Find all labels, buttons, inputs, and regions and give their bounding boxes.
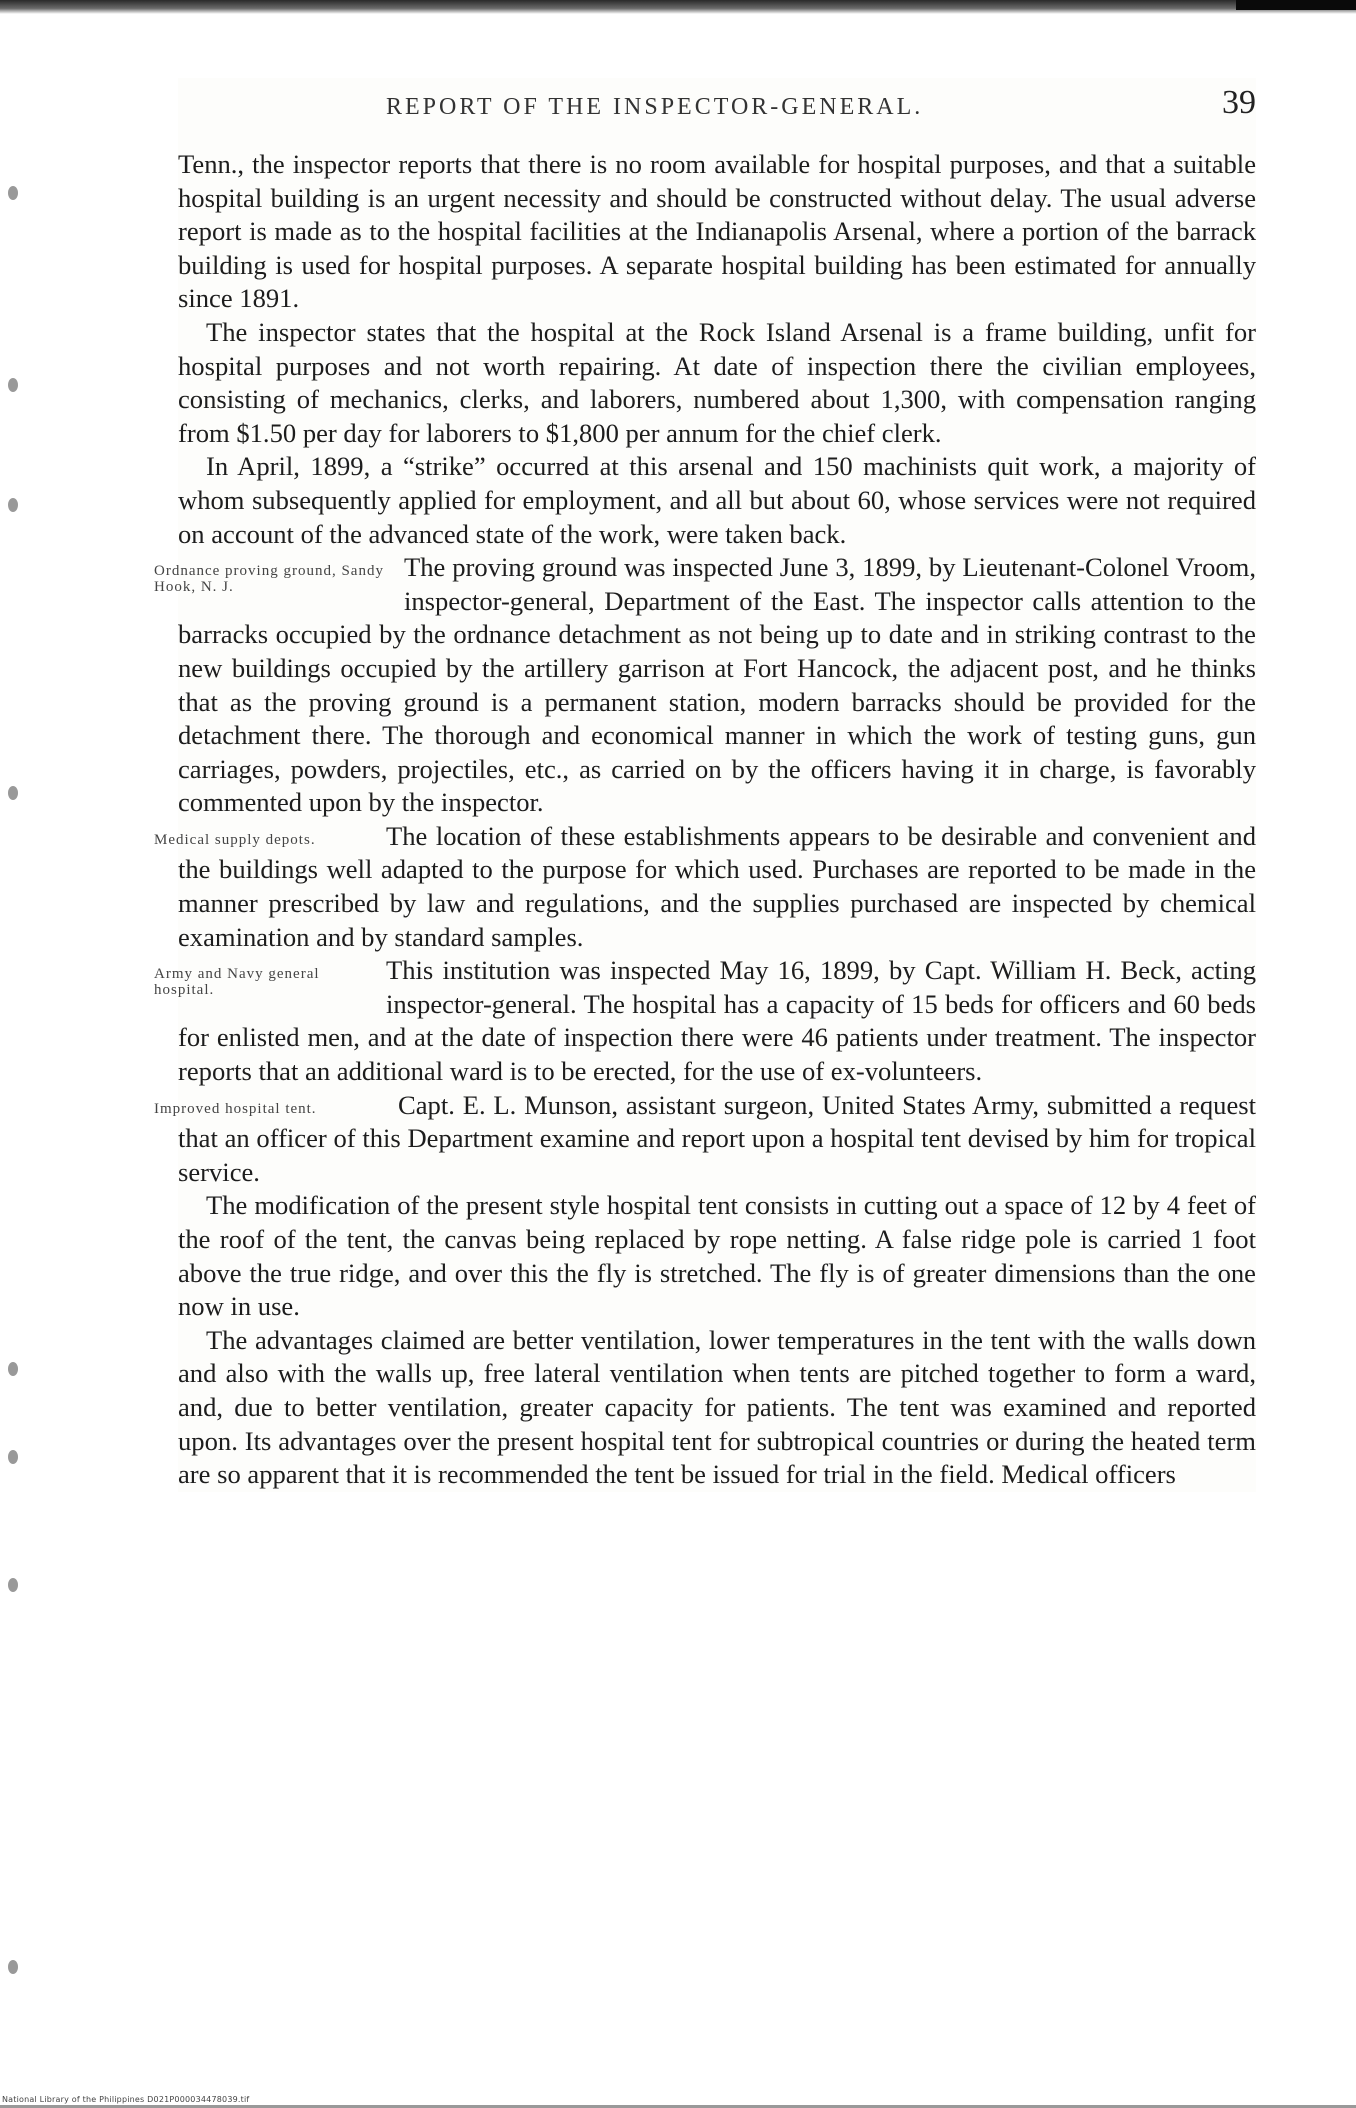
margin-blemish [8,378,18,392]
document-page [154,78,1256,1492]
paragraph: The modification of the present style hospital tent consists in cutting out a space of 12 by 4 feet of the roof of the tent, the canvas being replaced by rope netting. A false ridge pole is carried 1 foot above the true ridge, and over this the fly is stretched. The fly is of greater dimensions than the one now in use. [178,1190,1256,1322]
page-header [178,78,1256,148]
side-note: Army and Navy general hospital. [154,966,320,999]
paragraph: Tenn., the inspector reports that there is no room available for hospital purposes, and that a suitable hospital building is an urgent necessity and should be constructed without delay. The usual adverse report is made as to the hospital facilities at the Indianapolis Arsenal, where a portion of the barrack building is used for hospital purposes. A separate hospital building has been estimated for annually since 1891. [178,149,1256,314]
paragraph: In April, 1899, a “strike” occurred at this arsenal and 150 machinists quit work, a majority of whom subsequently applied for employment, and all but about 60, whose services were not required on account of the advanced state of the work, were taken back. [178,451,1256,549]
margin-blemish [8,1450,18,1464]
margin-blemish [8,1362,18,1376]
scan-top-edge [0,0,1356,14]
section-army-navy-hospital [154,954,1256,1088]
body-text [154,148,1256,1492]
section-improved-hospital-tent [154,1089,1256,1190]
margin-blemish [8,1960,18,1974]
paragraph: The inspector states that the hospital at the Rock Island Arsenal is a frame building, unfit for hospital purposes and not worth repairing. At date of inspection there the civilian employees, consisting of mechanics, clerks, and laborers, numbered about 1,300, with compensation ranging from $1.50 per day for laborers to $1,800 per annum for the chief clerk. [178,316,1256,448]
margin-blemish [8,786,18,800]
section-ordnance-proving-ground [154,551,1256,820]
page-number: 39 [1222,84,1256,121]
section-text: The location of these establishments appears to be desirable and convenient and the buildings well adapted to the purpose for which used. Purchases are reported to be made in the manner prescribed by law and regulations, and the supplies purchased are inspected by chemical examination and by standard samples. [178,820,1256,952]
side-note: Medical supply depots. [154,831,316,848]
section-medical-supply-depots [154,820,1256,954]
side-note: Improved hospital tent. [154,1100,317,1117]
side-note: Ordnance proving ground, Sandy Hook, N. J. [154,563,384,596]
section-text: Capt. E. L. Munson, assistant surgeon, United States Army, submitted a request that an officer of this Department examine and report upon a hospital tent devised by him for tropical service. [178,1089,1256,1187]
margin-blemish [8,1578,18,1592]
scan-footer-stamp: National Library of the Philippines D021P000034478039.tif [2,2095,250,2104]
margin-blemish [8,186,18,200]
paragraph: The advantages claimed are better ventilation, lower temperatures in the tent with the walls down and also with the walls up, free lateral ventilation when tents are pitched together to form a ward, and, due to better ventilation, greater capacity for patients. The tent was examined and reported upon. Its advantages over the present hospital tent for subtropical countries or during the heated term are so apparent that it is recommended the tent be issued for trial in the field. Medical officers [178,1324,1256,1490]
section-text: This institution was inspected May 16, 1899, by Capt. William H. Beck, acting inspector-general. The hospital has a capacity of 15 beds for officers and 60 beds for enlisted men, and at the date of inspection there were 46 patients under treatment. The inspector reports that an additional ward is to be erected, for the use of ex-volunteers. [178,955,1256,1087]
section-text: The proving ground was inspected June 3, 1899, by Lieutenant-Colonel Vroom, inspector-general, Department of the East. The inspector calls attention to the barracks occupied by the ordnance detachment as not being up to date and in striking contrast to the new buildings occupied by the artillery garrison at Fort Hancock, the adjacent post, and he thinks that as the proving ground is a permanent station, modern barracks should be provided for the detachment there. The thorough and economical manner in which the work of testing guns, gun carriages, powders, projectiles, etc., as carried on by the officers having it in charge, is favorably commented upon by the inspector. [178,552,1256,818]
running-head: REPORT OF THE INSPECTOR-GENERAL. [386,94,924,120]
margin-blemish [8,498,18,512]
scan-top-edge-dark [1236,0,1356,10]
